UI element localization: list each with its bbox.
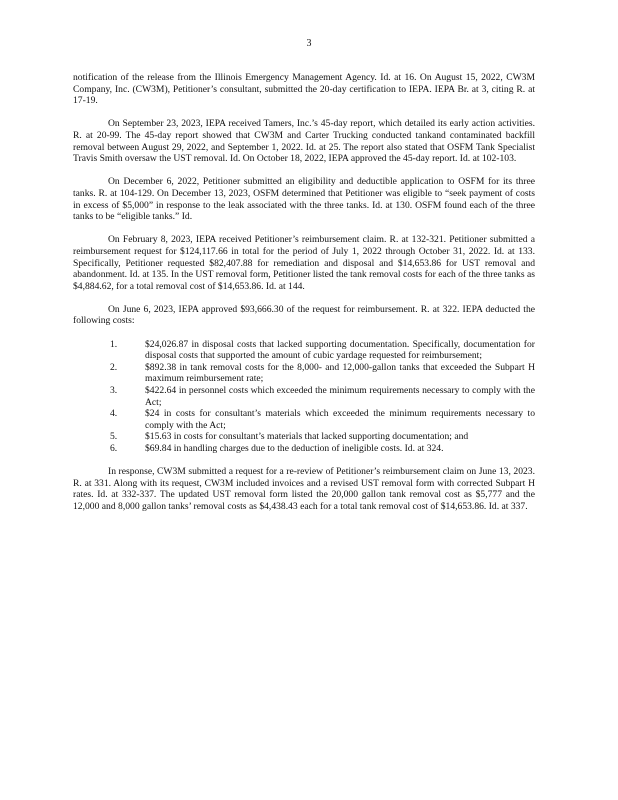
paragraph-approval: On June 6, 2023, IEPA approved $93,666.30 of the request for reimbursement. R. at 322. IEPA deducted the following costs: (73, 303, 535, 327)
paragraph-eligibility-application: On December 6, 2022, Petitioner submitted an eligibility and deductible application to OSFM for its three tanks. R. at 104-129. On December 13, 2023, OSFM determined that Petitioner was eligible to “seek payment of costs in excess of $5,000” in response to the leak associated with the three tanks. Id. at 130. OSFM found each of the three tanks to be “eligible tanks.” Id. (73, 176, 535, 223)
list-item-text: $422.64 in personnel costs which exceeded the minimum requirements necessary to comply with the Act; (145, 385, 535, 408)
list-item-number: 5. (110, 431, 118, 443)
deductions-list (73, 339, 535, 455)
list-item-number: 4. (110, 408, 118, 420)
list-item-text: $15.63 in costs for consultant’s materials that lacked supporting documentation; and (145, 431, 469, 443)
list-item (73, 362, 535, 385)
list-item-text: $24 in costs for consultant’s materials which exceeded the minimum requirements necessary to comply with the Act; (145, 408, 535, 431)
paragraph-release-notification: notification of the release from the Illinois Emergency Management Agency. Id. at 16. On August 15, 2022, CW3M Company, Inc. (CW3M), Petitioner’s consultant, submitted the 20-day certification to IEPA. IEPA Br. at 3, citing R. at 17-19. (73, 72, 535, 107)
paragraph-45-day-report: On September 23, 2023, IEPA received Tamers, Inc.’s 45-day report, which detailed its early action activities. R. at 20-99. The 45-day report showed that CW3M and Carter Trucking conducted tankand contaminated backfill removal between August 29, 2022, and September 1, 2022. Id. at 25. The report also stated that OSFM Tank Specialist Travis Smith oversaw the UST removal. Id. On October 18, 2022, IEPA approved the 45-day report. Id. at 102-103. (73, 118, 535, 165)
list-item-number: 1. (110, 338, 118, 350)
list-item-text: $69.84 in handling charges due to the deduction of ineligible costs. Id. at 324. (145, 443, 444, 454)
list-item (73, 408, 535, 431)
paragraph-re-review-request: In response, CW3M submitted a request for a re-review of Petitioner’s reimbursement claim on June 13, 2023. R. at 331. Along with its request, CW3M included invoices and a revised UST removal form with corrected Subpart H rates. Id. at 332-337. The updated UST removal form listed the 20,000 gallon tank removal cost as $5,777 and the 12,000 and 8,000 gallon tanks’ removal costs as $4,438.43 each for a total tank removal cost of $14,653.86. Id. at 337. (73, 466, 535, 512)
list-item-number: 3. (110, 385, 118, 397)
list-item (73, 443, 535, 455)
list-item-number: 2. (110, 361, 118, 373)
list-item (73, 385, 535, 408)
page-number: 3 (306, 38, 312, 49)
list-item-number: 6. (110, 443, 118, 454)
document-body (73, 72, 535, 524)
paragraph-reimbursement-claim: On February 8, 2023, IEPA received Petitioner’s reimbursement claim. R. at 132-321. Petitioner submitted a reimbursement request for $124,117.66 in total for the period of July 1, 2022 through October 31, 2022. Id. at 133. Specifically, Petitioner requested $82,407.88 for remediation and disposal and $14,653.86 for UST removal and abandonment. Id. at 135. In the UST removal form, Petitioner listed the tank removal costs for each of the three tanks as $4,884.62, for a total removal cost of $14,653.86. Id. at 144. (73, 234, 535, 292)
list-item (73, 431, 535, 443)
list-item-text: $892.38 in tank removal costs for the 8,000- and 12,000-gallon tanks that exceeded the Subpart H maximum reimbursement rate; (145, 361, 535, 385)
list-item (73, 339, 535, 362)
list-item-text: $24,026.87 in disposal costs that lacked supporting documentation. Specifically, documentation for disposal costs that supported the amount of cubic yardage requested for reimbursement; (145, 338, 535, 362)
